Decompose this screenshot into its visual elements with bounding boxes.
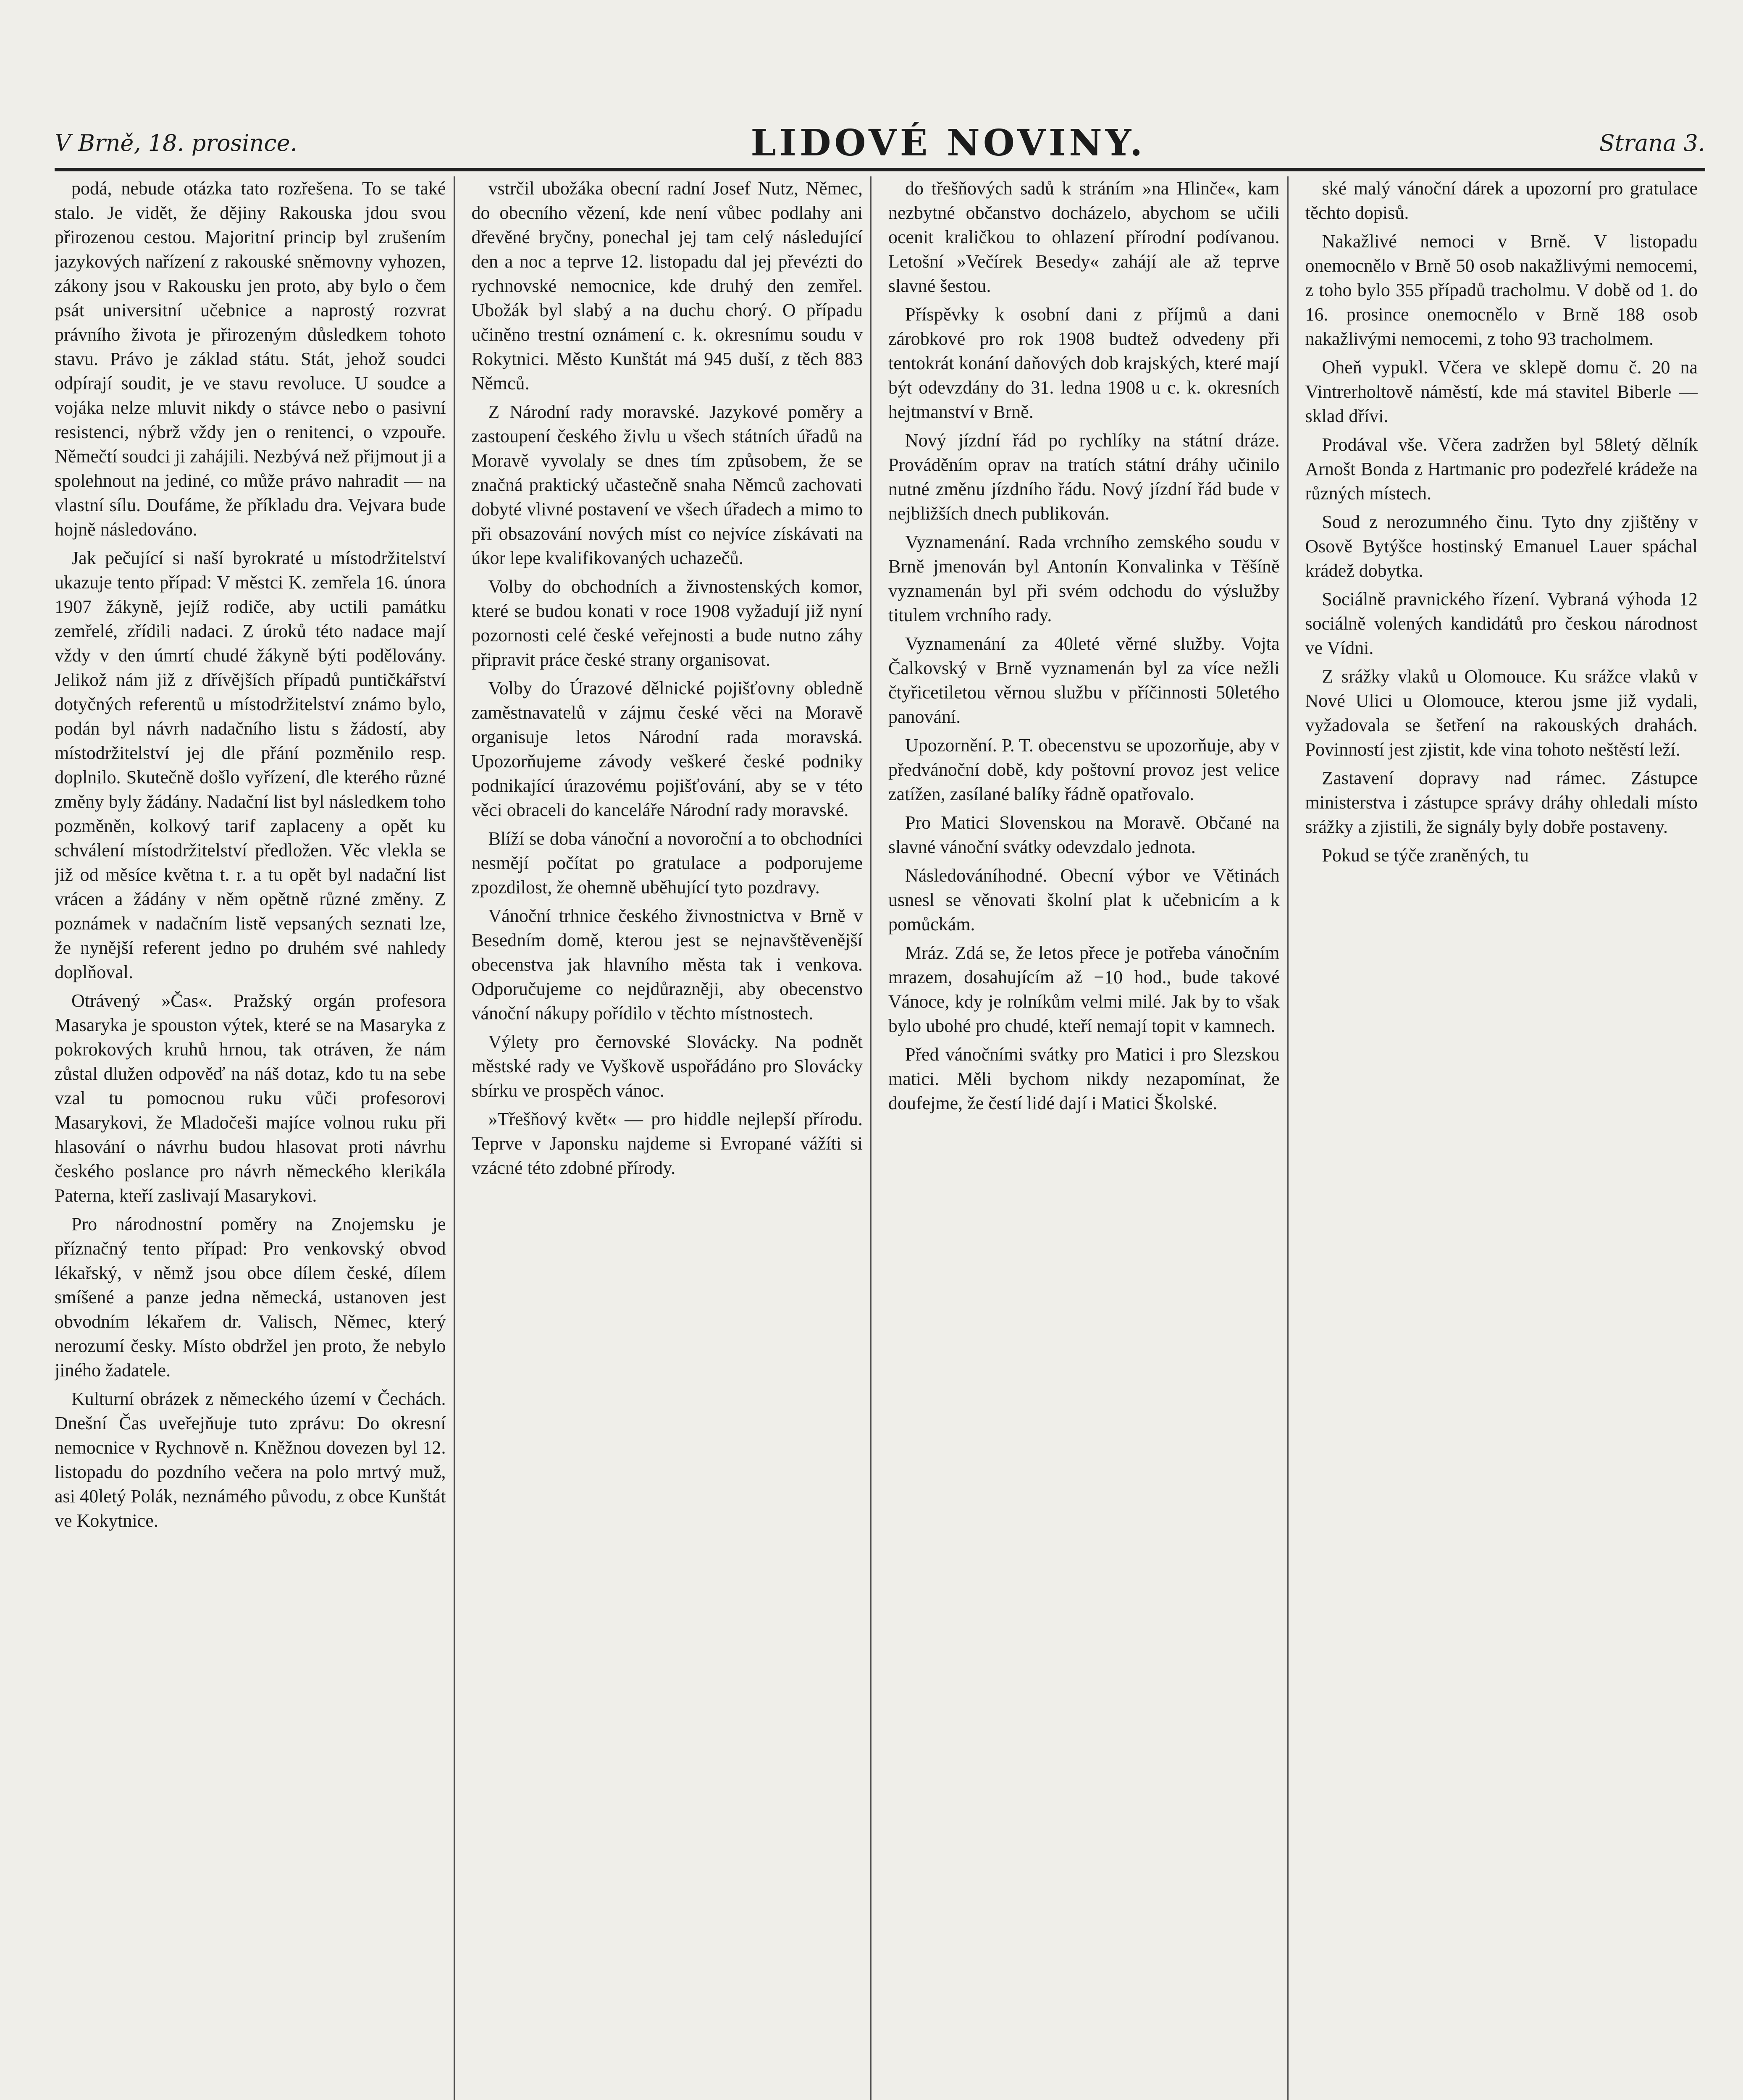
header-rule <box>55 168 1705 171</box>
text-columns <box>55 176 1705 2100</box>
article-paragraph: Z Národní rady moravské. Jazykové poměry a zastoupení českého živlu u všech státních úřadů na Moravě vyvolaly se dnes tím způsobem, že se značná praktický učastečně snaha Němců zachovati dobyté vlivné postavení ve všech úřadech a mimo to při obsazování nových míst co nejvíce získávati na úkor lepe kvalifikovaných uchazečů. <box>471 402 863 568</box>
article-paragraph: podá, nebude otázka tato rozřešena. To se také stalo. Je vidět, že dějiny Rakouska jdou svou přirozenou cestou. Majoritní princip byl zrušením jazykových nařízení z rakouské sněmovny vyhozen, zákony jsou v Rakousku jen proto, aby bylo o čem psát universitní učebnice a naprostý rozvrat právního života je přirozeným důsledkem tohoto stavu. Právo je základ státu. Stát, jehož soudci odpírají soudit, je ve stavu revoluce. U soudce a vojáka nelze mluvit nikdy o stávce nebo o pasivní resistenci, nýbrž vždy jen o renitenci, o vzpouře. Němečtí soudci ji zahájili. Nezbývá než přijmout ji a spolehnout na jediné, co může právo nahradit — na vlastní sílu. Doufáme, že příkladu dra. Vejvara bude hojně následováno. <box>55 178 446 540</box>
article-paragraph: Zastavení dopravy nad rámec. Zástupce ministerstva i zástupce správy dráhy ohledali místo srážky a zjistili, že signály byly dobře postaveny. <box>1305 768 1698 837</box>
column-3 <box>888 176 1289 2100</box>
article-paragraph: Před vánočními svátky pro Matici i pro Slezskou matici. Měli bychom nikdy nezapomínat, že doufejme, že čestí lidé dají i Matici Školské. <box>888 1044 1280 1113</box>
article-paragraph: »Třešňový květ« — pro hiddle nejlepší přírodu. Teprve v Japonsku najdeme si Evropané vážíti si vzácné této zdobné přírody. <box>471 1109 863 1178</box>
article-paragraph: Otrávený »Čas«. Pražský orgán profesora Masaryka je spouston výtek, které se na Masaryka z pokrokových kruhů hrnou, tak otráven, že nám zůstal dlužen odpověď na náš dotaz, kdo tu na sebe vzal tu pomocnou ruku vůči profesorovi Masarykovi, že Mladočeši majíce volnou ruku při hlasování o návrhu budou hlasovat proti návrhu českého poslance pro návrh německého klerikála Paterna, kteří zaslivají Masarykovi. <box>55 990 446 1206</box>
article-paragraph: Vánoční trhnice českého živnostnictva v Brně v Besedním domě, kterou jest se nejnavštěvenější obecenstva jak hlavního města tak i venkova. Odporučujeme co nejdůrazněji, aby obecenstvo vánoční nákupy pořídilo v těchto místnostech. <box>471 906 863 1024</box>
article-paragraph: Prodával vše. Včera zadržen byl 58letý dělník Arnošt Bonda z Hartmanic pro podezřelé krádeže na různých místech. <box>1305 434 1698 504</box>
article-paragraph: Vyznamenání za 40leté věrné služby. Vojta Čalkovský v Brně vyznamenán byl za více nežli čtyřicetiletou věrnou službu v příčinnosti 50letého panování. <box>888 633 1280 727</box>
article-paragraph: ské malý vánoční dárek a upozorní pro gratulace těchto dopisů. <box>1305 178 1698 223</box>
masthead-title: LIDOVÉ NOVINY. <box>751 121 1146 164</box>
article-paragraph: Upozornění. P. T. obecenstvu se upozorňuje, aby v předvánoční době, kdy poštovní provoz jest velice zatížen, zasílané balíky řádně opatřovalo. <box>888 735 1280 804</box>
article-paragraph: vstrčil ubožáka obecní radní Josef Nutz, Němec, do obecního vězení, kde není vůbec podlahy ani dřevěné bryčny, ponechal jej tam celý následující den a noc a teprve 12. listopadu dal jej převézti do rychnovské nemocnice, kde druhý den zemřel. Ubožák byl slabý a na duchu chorý. O případu učiněno trestní oznámení c. k. okresnímu soudu v Rokytnici. Město Kunštát má 945 duší, z těch 883 Němců. <box>471 178 863 394</box>
column-1 <box>55 176 455 2100</box>
issue-date: V Brně, 18. prosince. <box>55 129 297 156</box>
page-header <box>55 118 1705 168</box>
article-paragraph: Kulturní obrázek z německého území v Čechách. Dnešní Čas uveřejňuje tuto zprávu: Do okresní nemocnice v Rychnově n. Kněžnou dovezen byl 12. listopadu do pozdního večera na polo mrtvý muž, asi 40letý Polák, neznámého původu, z obce Kunštát ve Kokytnice. <box>55 1389 446 1531</box>
article-paragraph: Pokud se týče zraněných, tu <box>1322 845 1529 866</box>
article-paragraph: Blíží se doba vánoční a novoroční a to obchodníci nesmějí počítat po gratulace a podporujeme zpozdilost, že ohemně uběhující tyto pozdravy. <box>471 828 863 898</box>
article-paragraph: Nakažlivé nemoci v Brně. V listopadu onemocnělo v Brně 50 osob nakažlivými nemocemi, z toho bylo 355 případů tracholmu. V době od 1. do 16. prosince onemocnělo v Brně 188 osob nakažlivými nemocemi, z toho 93 tracholmem. <box>1305 231 1698 349</box>
article-paragraph: Soud z nerozumného činu. Tyto dny zjištěny v Osově Bytýšce hostinský Emanuel Lauer spáchal krádež dobytka. <box>1305 512 1698 581</box>
article-paragraph: Nový jízdní řád po rychlíky na státní dráze. Prováděním oprav na tratích státní dráhy učinilo nutné změnu jízdního řádu. Nový jízdní řád bude v nejbližších dnech publikován. <box>888 430 1280 524</box>
article-paragraph: Sociálně pravnického řízení. Vybraná výhoda 12 sociálně volených kandidátů pro českou národnost ve Vídni. <box>1305 589 1698 658</box>
column-4 <box>1305 176 1706 2100</box>
article-paragraph: Příspěvky k osobní dani z příjmů a dani zárobkové pro rok 1908 budtež odvedeny při tentokrát konání daňových dob krajských, které mají být odevzdány do 31. ledna 1908 u c. k. okresních hejtmanství v Brně. <box>888 304 1280 422</box>
article-paragraph: Pro Matici Slovenskou na Moravě. Občané na slavné vánoční svátky odevzdalo jednota. <box>888 812 1280 857</box>
article-paragraph: Volby do obchodních a živnostenských komor, které se budou konati v roce 1908 vyžadují již nyní pozornosti celé české veřejnosti a bude nutno záhy připravit práce české strany organisovat. <box>471 576 863 670</box>
article-paragraph: Následováníhodné. Obecní výbor ve Větinách usnesl se věnovati školní plat k učebnicím a k pomůckám. <box>888 865 1280 934</box>
article-paragraph: do třešňových sadů k stráním »na Hlinče«, kam nezbytné občanstvo docházelo, abychom se učili ocenit kraličkou to ohlazení přírodní podívanou. Letošní »Večírek Besedy« zahájí ale až teprve slavné šestou. <box>888 178 1280 296</box>
column-2 <box>472 176 872 2100</box>
article-paragraph: Jak pečující si naší byrokraté u místodržitelství ukazuje tento případ: V městci K. zemřela 16. února 1907 žákyně, jejíž rodiče, aby uctili památku zemřelé, zřídili nadaci. Z úroků této nadace mají vždy v den úmrtí chudé žákyně býti podělovány. Jelikož nám již z dřívějších případů puntičkářství dotyčných referentů u místodržitelství známo bylo, podán byl návrh nadačního listu s žádostí, aby místodržitelství jej dle přání pozměnilo resp. doplnilo. Skutečně došlo vyřízení, dle kterého různé změny byly žádány. Nadační list byl následkem toho pozměněn, kolkový tarif zaplaceny a opět ku schválení místodržitelství předložen. Věc vlekla se již od měsíce května t. r. a tu opět byl nadační list vrácen a žádány v něm opětně různé změny. Z poznámek v nadačním listě vepsaných seznati lze, že nynější referent jedno po druhém své nahledy doplňoval. <box>55 548 446 982</box>
article-paragraph: Oheň vypukl. Včera ve sklepě domu č. 20 na Vintrerholtově náměstí, kde má stavitel Biberle — sklad dřívi. <box>1305 357 1698 426</box>
article-paragraph: Volby do Úrazové dělnické pojišťovny obledně zaměstnavatelů v zájmu české věci na Moravě organisuje letos Národní rada moravská. Upozorňujeme závody veškeré české podniky podnikající úrazovému pojišťování, aby se v této věci obraceli do kanceláře Národní rady moravské. <box>471 678 863 820</box>
article-paragraph: Z srážky vlaků u Olomouce. Ku srážce vlaků v Nové Ulici u Olomouce, kterou jsme již vydali, vyžadovala se šetření na rakouských drahách. Povinností jest zjistit, kde vina tohoto neštěstí leží. <box>1305 666 1698 760</box>
page-number: Strana 3. <box>1599 129 1705 156</box>
article-paragraph: Vyznamenání. Rada vrchního zemského soudu v Brně jmenován byl Antonín Konvalinka v Těšíně vyznamenán byl při svém odchodu do výslužby titulem vrchního rady. <box>888 532 1280 625</box>
article-paragraph: Pro národnostní poměry na Znojemsku je příznačný tento případ: Pro venkovský obvod lékařský, v němž jsou obce dílem české, dílem smíšené a panze jedna německá, ustanoven jest obvodním lékařem dr. Valisch, Němec, který nerozumí česky. Místo obdržel jen proto, že nebylo jiného žadatele. <box>55 1214 446 1381</box>
article-paragraph: Mráz. Zdá se, že letos přece je potřeba vánočním mrazem, dosahujícím až −10 hod., bude takové Vánoce, kdy je rolníkům velmi milé. Jak by to však bylo ubohé pro chudé, kteří nemají topit v kamnech. <box>888 942 1280 1036</box>
article-paragraph: Výlety pro černovské Slovácky. Na podnět městské rady ve Vyškově uspořádáno pro Slovácky sbírku ve prospěch vánoc. <box>471 1032 863 1101</box>
